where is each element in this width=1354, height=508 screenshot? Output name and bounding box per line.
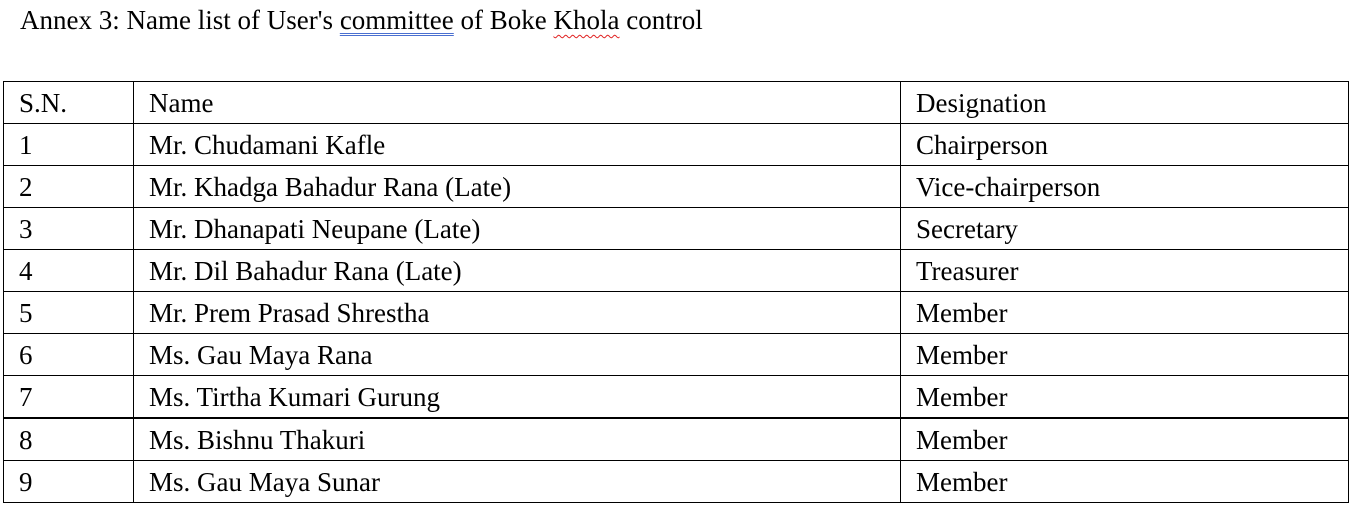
- table-header-row: [4, 82, 1349, 124]
- header-name[interactable]: Name: [134, 82, 901, 124]
- caption-prefix: Annex 3: Name list of User's: [20, 5, 340, 35]
- cell-name[interactable]: Ms. Bishnu Thakuri: [134, 418, 901, 461]
- cell-name[interactable]: Ms. Gau Maya Rana: [134, 334, 901, 376]
- table-row: [4, 292, 1349, 334]
- table-row: [4, 334, 1349, 376]
- cell-name[interactable]: Mr. Chudamani Kafle: [134, 124, 901, 166]
- cell-designation[interactable]: Member: [901, 418, 1349, 461]
- cell-sn[interactable]: 6: [4, 334, 134, 376]
- caption-suffix: control: [619, 5, 703, 35]
- cell-name[interactable]: Mr. Dil Bahadur Rana (Late): [134, 250, 901, 292]
- cell-designation[interactable]: Member: [901, 334, 1349, 376]
- header-designation[interactable]: Designation: [901, 82, 1349, 124]
- cell-designation[interactable]: Vice-chairperson: [901, 166, 1349, 208]
- caption-middle: of Boke: [453, 5, 554, 35]
- table-row: [4, 461, 1349, 503]
- table-caption: [20, 2, 703, 38]
- caption-word-khola[interactable]: Khola: [553, 5, 620, 35]
- cell-designation[interactable]: Member: [901, 376, 1349, 419]
- cell-name[interactable]: Ms. Gau Maya Sunar: [134, 461, 901, 503]
- table-row: [4, 418, 1349, 461]
- cell-designation[interactable]: Member: [901, 461, 1349, 503]
- table-row: [4, 208, 1349, 250]
- cell-designation[interactable]: Chairperson: [901, 124, 1349, 166]
- cell-name[interactable]: Mr. Prem Prasad Shrestha: [134, 292, 901, 334]
- cell-sn[interactable]: 9: [4, 461, 134, 503]
- cell-sn[interactable]: 7: [4, 376, 134, 419]
- table-row: [4, 166, 1349, 208]
- header-sn[interactable]: S.N.: [4, 82, 134, 124]
- cell-sn[interactable]: 5: [4, 292, 134, 334]
- cell-sn[interactable]: 3: [4, 208, 134, 250]
- cell-name[interactable]: Mr. Khadga Bahadur Rana (Late): [134, 166, 901, 208]
- table-row: [4, 124, 1349, 166]
- cell-designation[interactable]: Member: [901, 292, 1349, 334]
- cell-sn[interactable]: 2: [4, 166, 134, 208]
- table-row: [4, 376, 1349, 419]
- cell-sn[interactable]: 8: [4, 418, 134, 461]
- cell-designation[interactable]: Treasurer: [901, 250, 1349, 292]
- table-row: [4, 250, 1349, 292]
- caption-word-committee[interactable]: committee: [339, 5, 454, 35]
- cell-sn[interactable]: 1: [4, 124, 134, 166]
- cell-sn[interactable]: 4: [4, 250, 134, 292]
- cell-name[interactable]: Mr. Dhanapati Neupane (Late): [134, 208, 901, 250]
- cell-designation[interactable]: Secretary: [901, 208, 1349, 250]
- cell-name[interactable]: Ms. Tirtha Kumari Gurung: [134, 376, 901, 419]
- committee-table: [3, 81, 1349, 503]
